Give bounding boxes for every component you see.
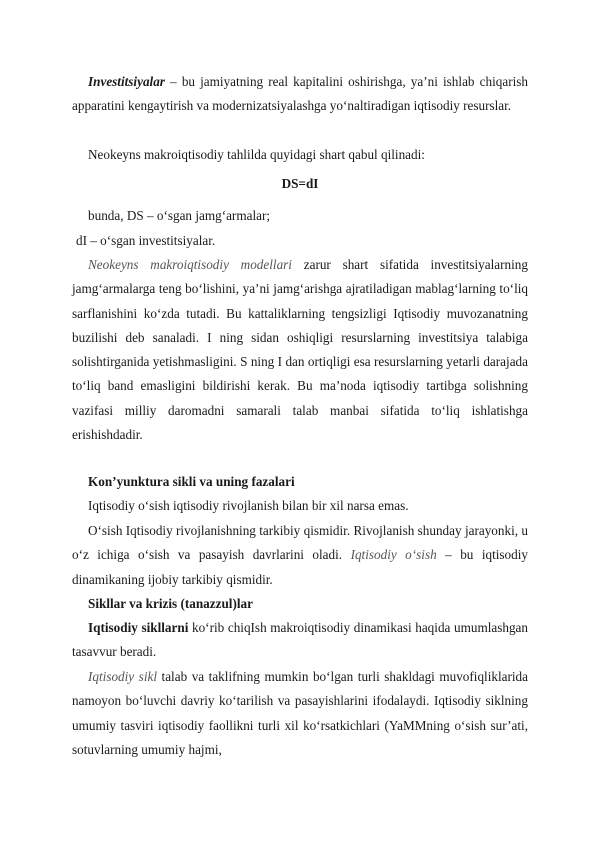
paragraph-neokeyns-condition: Neokeyns makroiqtisodiy tahlilda quyidagi shart qabul qilinadi: [88,147,425,162]
paragraph-growth-component [72,519,528,592]
heading-cycles-crisis: Sikllar va krizis (tanazzul)lar [88,596,253,611]
where-di: dI – o‘sgan investitsiyalar. [76,233,216,248]
paragraph-neokeyns-models [72,253,528,447]
where-ds: bunda, DS – o‘sgan jamg‘armalar; [88,208,271,223]
models-text: zarur shart sifatida investitsiyalarning jamg‘armalarga teng bo‘lishini, ya’ni jamg‘arishga ajratiladigan mablag‘larning to‘liq sarflanishini ko‘zda tutadi. Bu kattaliklarning tengsizligi Iqtisodiy muvozanatning buzilishi deb sanaladi. I ning sidan oshiqligi resurslarning investitsiya talabiga solishtirganida yetishmasligini. S ning I dan ortiqligi esa resurslarning yetarli darajada to‘liq band emasligini bildirishi kerak. Bu ma’noda iqtisodiy tartibga solishning vazifasi milliy daromadni samarali talab manbai sifatida to‘liq ishlatishga erishishdadir. [72,257,528,443]
term-neokeyns-models: Neokeyns makroiqtisodiy modellari [88,257,292,272]
paragraph-economic-cycles [72,616,528,665]
term-investitsiyalar: Investitsiyalar [88,74,165,89]
heading-konyunktura: Kon’yunktura sikli va uning fazalari [88,474,295,489]
paragraph-growth-not-development: Iqtisodiy o‘sish iqtisodiy rivojlanish bilan bir xil narsa emas. [88,498,409,513]
formula: DS=dI [281,176,319,191]
cycles-text: ko‘rib chiqIsh makroiqtisodiy dinamikasi haqida umumlashgan tasavvur beradi. [72,620,528,660]
term-economic-cycles: Iqtisodiy sikllarni [88,620,189,635]
cycle-def-text: talab va taklifning mumkin bo‘lgan turli shakldagi muvofiqliklarida namoyon bo‘luvchi davriy ko‘tarilish va pasayishlarini ifodalaydi. Iqtisodiy siklning umumiy tasviri iqtisodiy faollikni turli xil ko‘rsatkichlari (YaMMning o‘sish sur’ati, sotuvlarning umumiy hajmi, [72,669,528,757]
term-economic-cycle: Iqtisodiy sikl [88,669,157,684]
paragraph-investitsiyalar [72,70,528,119]
term-economic-growth: Iqtisodiy o‘sish [350,547,437,563]
growth-text: O‘sish Iqtisodiy rivojlanishning tarkibiy qismidir. Rivojlanish shunday jarayonki, u o‘z ichiga o‘sish va pasayish davrlarini oladi. [72,523,528,563]
growth-text-2: – bu iqtisodiy dinamikaning ijobiy tarkibiy qismidir. [72,547,528,587]
paragraph-economic-cycle-def [72,665,528,762]
definition-text: – bu jamiyatning real kapitalini oshirishga, ya’ni ishlab chiqarish apparatini kengaytirish va modernizatsiyalashga yo‘naltiradigan iqtisodiy resurslar. [72,74,528,114]
